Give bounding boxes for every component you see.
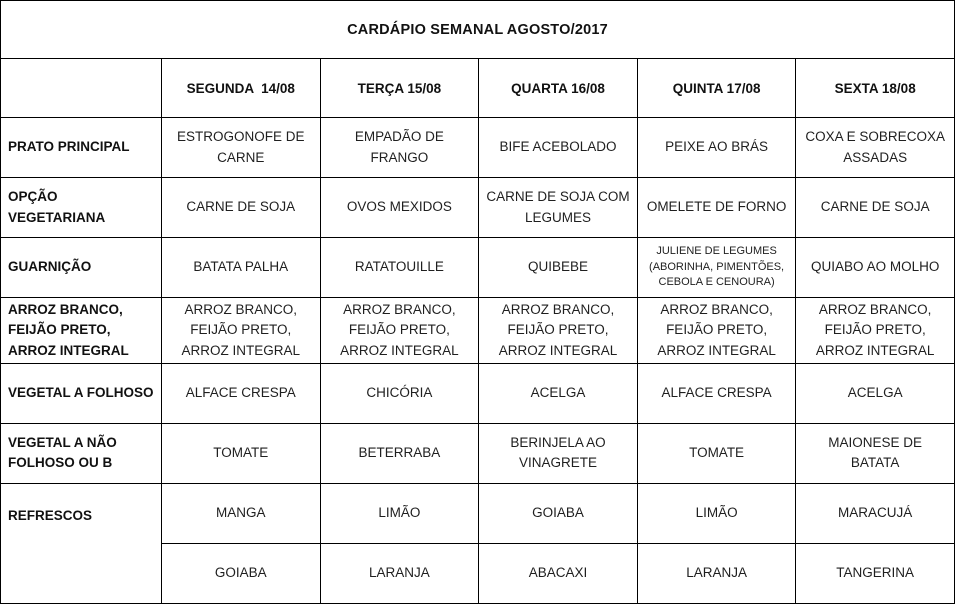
menu-cell: BATATA PALHA bbox=[162, 238, 321, 298]
menu-cell: QUIBEBE bbox=[479, 238, 638, 298]
table-row-guarnicao bbox=[1, 238, 955, 298]
row-label: ARROZ BRANCO, FEIJÃO PRETO, ARROZ INTEGRAL bbox=[1, 298, 162, 364]
menu-cell: COXA E SOBRECOXA ASSADAS bbox=[796, 118, 955, 178]
column-header-quarta: QUARTA 16/08 bbox=[479, 59, 638, 118]
menu-cell: ARROZ BRANCO, FEIJÃO PRETO, ARROZ INTEGRAL bbox=[320, 298, 479, 364]
menu-cell: ACELGA bbox=[479, 363, 638, 423]
menu-cell: EMPADÃO DE FRANGO bbox=[320, 118, 479, 178]
menu-cell: OMELETE DE FORNO bbox=[637, 178, 796, 238]
title-row bbox=[1, 1, 955, 59]
menu-cell: ALFACE CRESPA bbox=[162, 363, 321, 423]
menu-cell: MANGA bbox=[162, 483, 321, 543]
menu-cell: ESTROGONOFE DE CARNE bbox=[162, 118, 321, 178]
menu-cell: OVOS MEXIDOS bbox=[320, 178, 479, 238]
table-row-vegetal-folhoso bbox=[1, 363, 955, 423]
row-label: REFRESCOS bbox=[1, 483, 162, 603]
menu-cell: GOIABA bbox=[479, 483, 638, 543]
page-title: CARDÁPIO SEMANAL AGOSTO/2017 bbox=[1, 1, 955, 59]
menu-cell: TOMATE bbox=[637, 423, 796, 483]
menu-cell: LARANJA bbox=[320, 543, 479, 603]
menu-cell: JULIENE DE LEGUMES (ABORINHA, PIMENTÕES, CEBOLA E CENOURA) bbox=[637, 238, 796, 298]
menu-cell: ARROZ BRANCO, FEIJÃO PRETO, ARROZ INTEGRAL bbox=[796, 298, 955, 364]
row-label: GUARNIÇÃO bbox=[1, 238, 162, 298]
menu-cell: QUIABO AO MOLHO bbox=[796, 238, 955, 298]
menu-cell: LIMÃO bbox=[637, 483, 796, 543]
menu-cell: ARROZ BRANCO, FEIJÃO PRETO, ARROZ INTEGRAL bbox=[162, 298, 321, 364]
weekday-header-row bbox=[1, 59, 955, 118]
row-label: OPÇÃO VEGETARIANA bbox=[1, 178, 162, 238]
menu-cell: LIMÃO bbox=[320, 483, 479, 543]
menu-cell: TOMATE bbox=[162, 423, 321, 483]
menu-cell: PEIXE AO BRÁS bbox=[637, 118, 796, 178]
column-header-terca: TERÇA 15/08 bbox=[320, 59, 479, 118]
menu-cell: MAIONESE DE BATATA bbox=[796, 423, 955, 483]
menu-cell: CARNE DE SOJA bbox=[162, 178, 321, 238]
row-label: VEGETAL A NÃO FOLHOSO OU B bbox=[1, 423, 162, 483]
table-row-opcao-vegetariana bbox=[1, 178, 955, 238]
table-row-vegetal-nao-folhoso bbox=[1, 423, 955, 483]
row-label: VEGETAL A FOLHOSO bbox=[1, 363, 162, 423]
table-row-refrescos-1 bbox=[1, 483, 955, 543]
menu-cell: CARNE DE SOJA bbox=[796, 178, 955, 238]
menu-cell: BERINJELA AO VINAGRETE bbox=[479, 423, 638, 483]
table-row-arroz-feijao bbox=[1, 298, 955, 364]
menu-cell: RATATOUILLE bbox=[320, 238, 479, 298]
menu-cell: LARANJA bbox=[637, 543, 796, 603]
menu-cell: ALFACE CRESPA bbox=[637, 363, 796, 423]
table-row-prato-principal bbox=[1, 118, 955, 178]
menu-cell: ACELGA bbox=[796, 363, 955, 423]
menu-cell: CHICÓRIA bbox=[320, 363, 479, 423]
menu-cell: TANGERINA bbox=[796, 543, 955, 603]
corner-empty-cell bbox=[1, 59, 162, 118]
menu-cell: BIFE ACEBOLADO bbox=[479, 118, 638, 178]
menu-cell: ARROZ BRANCO, FEIJÃO PRETO, ARROZ INTEGRAL bbox=[637, 298, 796, 364]
menu-cell: GOIABA bbox=[162, 543, 321, 603]
column-header-quinta: QUINTA 17/08 bbox=[637, 59, 796, 118]
menu-cell: ABACAXI bbox=[479, 543, 638, 603]
menu-cell: CARNE DE SOJA COM LEGUMES bbox=[479, 178, 638, 238]
row-label: PRATO PRINCIPAL bbox=[1, 118, 162, 178]
column-header-sexta: SEXTA 18/08 bbox=[796, 59, 955, 118]
menu-cell: BETERRABA bbox=[320, 423, 479, 483]
column-header-segunda: SEGUNDA 14/08 bbox=[162, 59, 321, 118]
menu-cell: ARROZ BRANCO, FEIJÃO PRETO, ARROZ INTEGRAL bbox=[479, 298, 638, 364]
menu-cell: MARACUJÁ bbox=[796, 483, 955, 543]
